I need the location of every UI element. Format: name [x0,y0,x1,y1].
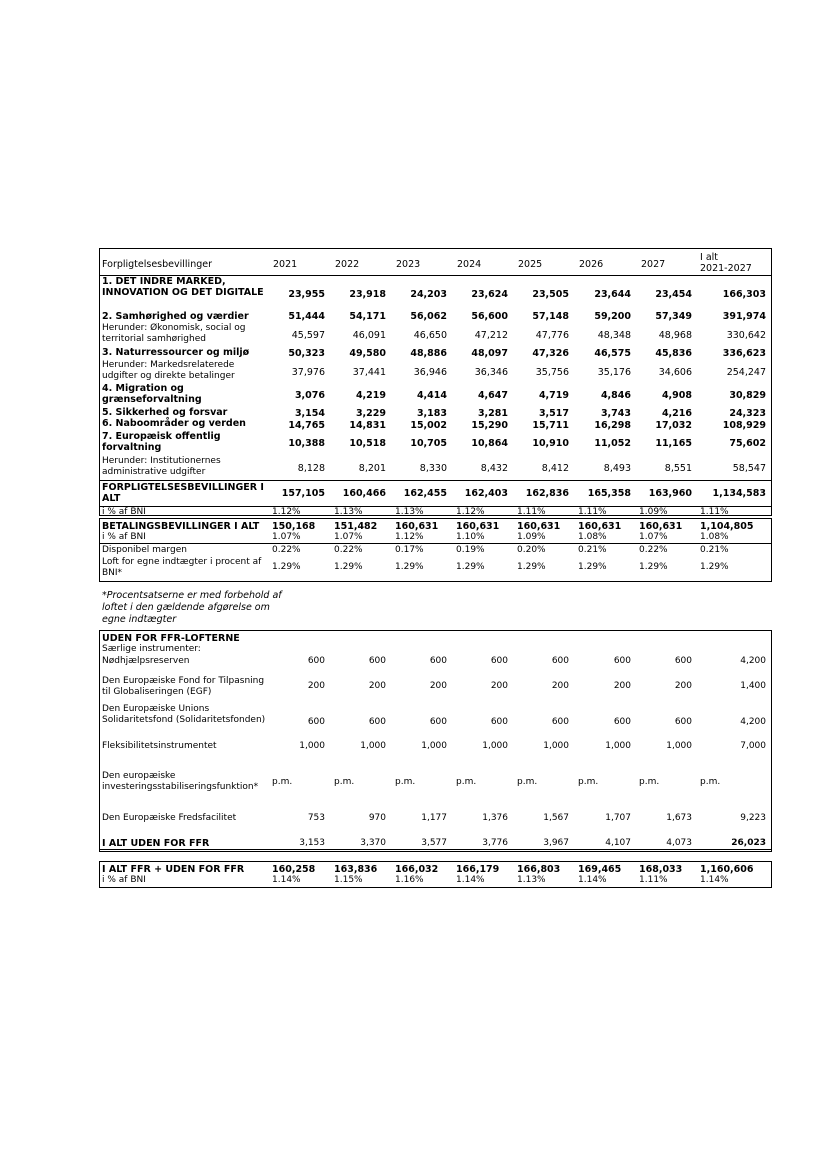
value-cell: 4,846 [600,390,631,401]
total-cell: 0.21% [700,545,729,555]
value-cell: 162,403 [464,488,508,499]
value-cell: 168,033 [639,864,683,875]
value-cell: 1.07% [639,532,668,542]
total-cell: 75,602 [729,438,766,449]
value-cell: 10,864 [471,438,508,449]
value-cell: 23,644 [594,289,631,300]
value-cell: 47,776 [535,330,569,341]
total-cell: 4,200 [740,717,766,727]
value-cell: 600 [551,717,569,727]
value-cell: 1,000 [482,741,508,751]
value-cell: 600 [307,717,325,727]
value-cell: 200 [307,681,325,691]
value-cell: 23,624 [471,289,508,300]
value-cell: 1.16% [395,875,424,885]
value-cell: 36,946 [413,367,447,378]
value-cell: 46,091 [352,330,386,341]
row-label: 3. Naturressourcer og miljø [102,347,250,358]
value-cell: 4,719 [538,390,569,401]
total-cell: p.m. [700,777,721,787]
grand-total-table [99,861,772,888]
value-cell: 166,803 [517,864,561,875]
ceiling-label: Loft for egne indtægter i procent af BNI* [102,557,262,578]
value-cell: 600 [613,656,631,666]
row-label: 2. Samhørighed og værdier [102,311,249,322]
value-cell: p.m. [272,777,293,787]
value-cell: 600 [429,656,447,666]
value-cell: 3,776 [482,838,508,848]
value-cell: 600 [551,656,569,666]
value-cell: 8,128 [297,463,325,474]
total-cell: 1.29% [700,562,729,572]
value-cell: 160,631 [578,521,622,532]
value-cell: 48,968 [658,330,692,341]
value-cell: 600 [613,717,631,727]
total-cell: 26,023 [731,838,766,848]
value-cell: 1.14% [272,875,301,885]
value-cell: 35,756 [535,367,569,378]
footnote: *Procentsatserne er med forbehold af loftet i den gældende afgørelse om egne indtægter [102,590,282,625]
value-cell: 37,441 [352,367,386,378]
outside-row-label: Fleksibilitetsinstrumentet [102,741,217,751]
value-cell: 1.29% [272,562,301,572]
value-cell: 1.29% [578,562,607,572]
value-cell: 3,370 [360,838,386,848]
commitments-total-label: FORPLIGTELSESBEVILLINGER I ALT [102,482,264,504]
value-cell: 3,229 [355,408,386,419]
value-cell: 1.08% [578,532,607,542]
outside-row-label: Den Europæiske Fond for Tilpasning til Globaliseringen (EGF) [102,676,265,697]
value-cell: 1,376 [482,813,508,823]
value-cell: 600 [490,717,508,727]
value-cell: 1.29% [334,562,363,572]
value-cell: 1.29% [517,562,546,572]
value-cell: 1.13% [395,507,424,517]
value-cell: 600 [674,717,692,727]
value-cell: 48,348 [597,330,631,341]
year-header: 2024 [457,259,482,270]
value-cell: 49,580 [349,348,386,359]
value-cell: 1,177 [421,813,447,823]
header-label: Forpligtelsesbevillinger [102,259,212,270]
value-cell: 4,647 [477,390,508,401]
value-cell: 200 [551,681,569,691]
value-cell: 600 [368,717,386,727]
value-cell: 150,168 [272,521,316,532]
value-cell: 166,032 [395,864,439,875]
value-cell: 1.07% [334,532,363,542]
value-cell: 0.22% [334,545,363,555]
value-cell: 600 [368,656,386,666]
value-cell: 1.10% [456,532,485,542]
outside-row-label: Nødhjælpsreserven [102,656,190,666]
year-header: 2025 [518,259,543,270]
value-cell: 59,200 [594,311,631,322]
row-divider [100,480,771,481]
value-cell: 200 [490,681,508,691]
value-cell: 4,908 [661,390,692,401]
value-cell: 200 [368,681,386,691]
value-cell: 3,076 [294,390,325,401]
value-cell: 1.14% [456,875,485,885]
value-cell: 1.13% [517,875,546,885]
value-cell: 14,831 [349,420,386,431]
value-cell: 3,281 [477,408,508,419]
value-cell: 4,219 [355,390,386,401]
value-cell: 1,707 [605,813,631,823]
value-cell: 160,631 [517,521,561,532]
row-label: Herunder: Økonomisk, social og territorial samhørighed [102,323,246,344]
total-header: 2021-2027 [700,263,752,274]
total-cell: 391,974 [722,311,766,322]
value-cell: 46,650 [413,330,447,341]
commitments-pct-label: i % af BNI [102,507,146,517]
value-cell: 3,577 [421,838,447,848]
value-cell: 35,176 [597,367,631,378]
row-label: 5. Sikkerhed og forsvar [102,407,228,418]
value-cell: 11,165 [655,438,692,449]
value-cell: 48,886 [410,348,447,359]
total-cell: 254,247 [726,367,766,378]
outside-title: UDEN FOR FFR-LOFTERNE [102,633,240,644]
value-cell: 160,631 [395,521,439,532]
value-cell: 1.12% [395,532,424,542]
value-cell: 157,105 [281,488,325,499]
total-cell: 1,104,805 [700,521,754,532]
value-cell: p.m. [395,777,416,787]
total-cell: 4,200 [740,656,766,666]
value-cell: p.m. [517,777,538,787]
value-cell: 34,606 [658,367,692,378]
commitments-table [99,248,772,516]
value-cell: 1,567 [543,813,569,823]
year-header: 2021 [273,259,298,270]
value-cell: 0.20% [517,545,546,555]
value-cell: 10,910 [532,438,569,449]
year-header: 2022 [335,259,360,270]
value-cell: 56,062 [410,311,447,322]
row-label: 6. Naboområder og verden [102,418,246,429]
value-cell: 1.09% [517,532,546,542]
value-cell: 45,836 [655,348,692,359]
total-cell: 1,160,606 [700,864,754,875]
outside-total-label: I ALT UDEN FOR FFR [102,838,210,849]
value-cell: 1,000 [421,741,447,751]
value-cell: 3,153 [299,838,325,848]
value-cell: 0.19% [456,545,485,555]
total-cell: 1,400 [740,681,766,691]
value-cell: 600 [429,717,447,727]
value-cell: 160,258 [272,864,316,875]
value-cell: 8,551 [664,463,692,474]
value-cell: 1.09% [639,507,668,517]
outside-row-label: Den Europæiske Unions Solidaritetsfond (Solidaritetsfonden) [102,704,266,725]
value-cell: 47,326 [532,348,569,359]
value-cell: 57,148 [532,311,569,322]
row-divider [100,849,771,850]
payments-total-label: BETALINGSBEVILLINGER I ALT [102,521,260,532]
value-cell: 8,330 [419,463,447,474]
value-cell: 8,412 [541,463,569,474]
value-cell: 17,032 [655,420,692,431]
total-cell: 1.11% [700,507,729,517]
row-label: 7. Europæisk offentlig forvaltning [102,431,221,453]
value-cell: 1.13% [334,507,363,517]
value-cell: 8,432 [480,463,508,474]
value-cell: 162,836 [525,488,569,499]
value-cell: 8,201 [358,463,386,474]
payments-pct-label: i % af BNI [102,532,146,542]
total-cell: 24,323 [729,408,766,419]
value-cell: 753 [307,813,325,823]
value-cell: 10,388 [288,438,325,449]
value-cell: 162,455 [403,488,447,499]
total-cell: 58,547 [732,463,766,474]
value-cell: p.m. [639,777,660,787]
outside-row-label: Den Europæiske Fredsfacilitet [102,813,237,823]
outside-intro: Særlige instrumenter: [102,644,201,654]
value-cell: 4,216 [661,408,692,419]
payments-table [99,518,772,582]
year-header: 2023 [396,259,421,270]
value-cell: 1.14% [578,875,607,885]
margin-label: Disponibel margen [102,545,187,555]
value-cell: p.m. [334,777,355,787]
value-cell: 3,967 [543,838,569,848]
year-header: 2027 [641,259,666,270]
value-cell: 970 [368,813,386,823]
value-cell: 1,000 [666,741,692,751]
value-cell: 3,183 [416,408,447,419]
total-header: I alt [700,252,719,263]
year-header: 2026 [579,259,604,270]
grand-pct-label: i % af BNI [102,875,146,885]
value-cell: 45,597 [291,330,325,341]
total-cell: 108,929 [722,420,766,431]
total-cell: 166,303 [722,289,766,300]
value-cell: 14,765 [288,420,325,431]
value-cell: 3,743 [600,408,631,419]
row-label: 1. DET INDRE MARKED, INNOVATION OG DET DIGITALE [102,276,264,298]
value-cell: p.m. [578,777,599,787]
value-cell: 1.07% [272,532,301,542]
value-cell: 165,358 [587,488,631,499]
value-cell: 1,000 [605,741,631,751]
value-cell: 1.12% [456,507,485,517]
value-cell: 0.21% [578,545,607,555]
value-cell: 46,575 [594,348,631,359]
value-cell: 1.11% [578,507,607,517]
value-cell: 151,482 [334,521,378,532]
value-cell: p.m. [456,777,477,787]
value-cell: 166,179 [456,864,500,875]
row-divider [100,543,771,544]
value-cell: 1.12% [272,507,301,517]
value-cell: 23,454 [655,289,692,300]
value-cell: 1.29% [395,562,424,572]
value-cell: 0.22% [272,545,301,555]
total-cell: 1,134,583 [712,488,766,499]
value-cell: 10,705 [410,438,447,449]
value-cell: 600 [307,656,325,666]
value-cell: 56,600 [471,311,508,322]
value-cell: 0.22% [639,545,668,555]
value-cell: 50,323 [288,348,325,359]
value-cell: 47,212 [474,330,508,341]
total-cell: 1.14% [700,875,729,885]
total-cell: 30,829 [729,390,766,401]
value-cell: 23,505 [532,289,569,300]
value-cell: 51,444 [288,311,325,322]
value-cell: 23,918 [349,289,386,300]
value-cell: 163,836 [334,864,378,875]
row-label: Herunder: Markedsrelaterede udgifter og direkte betalinger [102,360,235,381]
value-cell: 1.11% [517,507,546,517]
value-cell: 48,097 [471,348,508,359]
value-cell: 23,955 [288,289,325,300]
value-cell: 1.29% [456,562,485,572]
value-cell: 600 [674,656,692,666]
value-cell: 160,466 [342,488,386,499]
outside-row-label: Den europæiske investeringsstabiliseringsfunktion* [102,771,259,792]
value-cell: 169,465 [578,864,622,875]
value-cell: 200 [429,681,447,691]
value-cell: 160,631 [456,521,500,532]
value-cell: 200 [674,681,692,691]
value-cell: 1,000 [543,741,569,751]
value-cell: 24,203 [410,289,447,300]
value-cell: 1,673 [666,813,692,823]
row-divider [100,506,771,507]
value-cell: 1.11% [639,875,668,885]
row-label: Herunder: Institutionernes administrative udgifter [102,456,221,477]
value-cell: 1.15% [334,875,363,885]
value-cell: 1.29% [639,562,668,572]
total-cell: 1.08% [700,532,729,542]
value-cell: 200 [613,681,631,691]
total-cell: 9,223 [740,813,766,823]
value-cell: 163,960 [648,488,692,499]
value-cell: 1,000 [360,741,386,751]
value-cell: 54,171 [349,311,386,322]
value-cell: 37,976 [291,367,325,378]
value-cell: 8,493 [603,463,631,474]
value-cell: 57,349 [655,311,692,322]
value-cell: 36,346 [474,367,508,378]
value-cell: 11,052 [594,438,631,449]
value-cell: 160,631 [639,521,683,532]
value-cell: 4,073 [666,838,692,848]
grand-total-label: I ALT FFR + UDEN FOR FFR [102,864,245,875]
value-cell: 3,517 [538,408,569,419]
value-cell: 15,290 [471,420,508,431]
total-cell: 7,000 [740,741,766,751]
value-cell: 15,711 [532,420,569,431]
value-cell: 600 [490,656,508,666]
value-cell: 16,298 [594,420,631,431]
value-cell: 4,107 [605,838,631,848]
value-cell: 4,414 [416,390,447,401]
value-cell: 15,002 [410,420,447,431]
total-cell: 336,623 [722,348,766,359]
value-cell: 1,000 [299,741,325,751]
outside-mff-table [99,630,772,852]
total-cell: 330,642 [726,330,766,341]
value-cell: 0.17% [395,545,424,555]
value-cell: 10,518 [349,438,386,449]
row-label: 4. Migration og grænseforvaltning [102,383,202,405]
value-cell: 3,154 [294,408,325,419]
